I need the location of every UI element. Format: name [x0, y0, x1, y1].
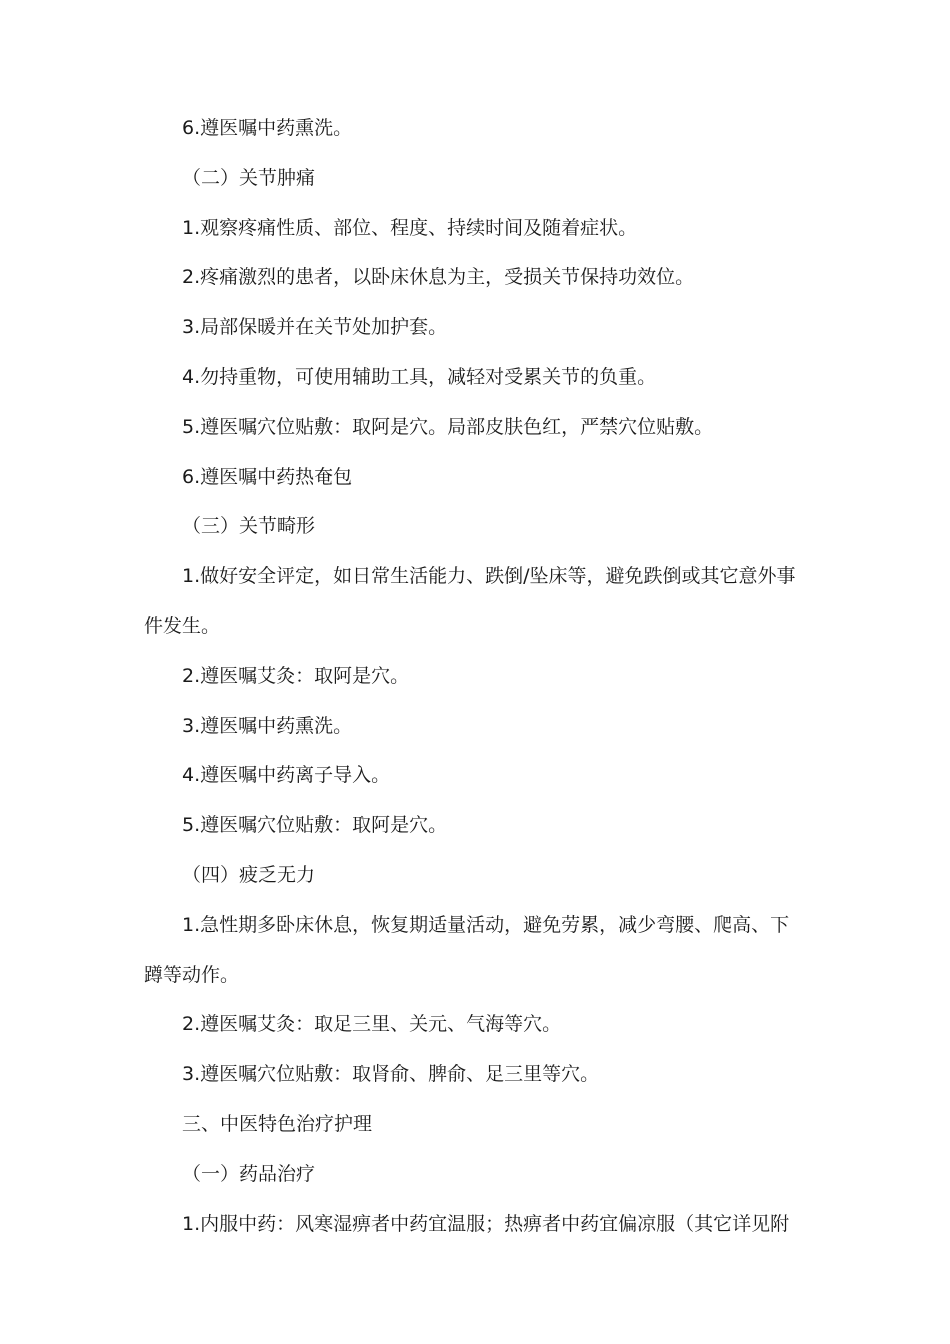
- item-moxibustion-points: 2.遵医嘱艾灸：取足三里、关元、气海等穴。: [182, 1013, 562, 1036]
- item-acupoint-application: 5.遵医嘱穴位贴敷：取阿是穴。局部皮肤色红，严禁穴位贴敷。: [182, 415, 714, 438]
- item-bed-rest-line1: 1.急性期多卧床休息，恢复期适量活动，避免劳累，减少弯腰、爬高、下: [182, 913, 790, 936]
- document-body: [144, 104, 814, 1249]
- heading-fatigue: （四）疲乏无力: [182, 863, 316, 886]
- heading-drug-treatment: （一）药品治疗: [182, 1162, 316, 1185]
- item-moxibustion-ashi: 2.遵医嘱艾灸：取阿是穴。: [182, 664, 410, 687]
- item-herbal-fumigation-2: 3.遵医嘱中药熏洗。: [182, 714, 353, 737]
- item-bed-rest-line2: 蹲等动作。: [144, 963, 240, 986]
- item-local-warmth: 3.局部保暖并在关节处加护套。: [182, 316, 448, 339]
- item-severe-pain-rest: 2.疼痛激烈的患者，以卧床休息为主，受损关节保持功效位。: [182, 266, 695, 289]
- item-hot-compress: 6.遵医嘱中药热奄包: [182, 465, 353, 488]
- item-oral-herbal-medicine: 1.内服中药：风寒湿痹者中药宜温服；热痹者中药宜偏凉服（其它详见附: [182, 1212, 790, 1235]
- heading-joint-deformity: （三）关节畸形: [182, 515, 316, 538]
- item-safety-assessment: [144, 552, 814, 652]
- heading-joint-swelling-pain: （二）关节肿痛: [182, 166, 316, 189]
- item-herbal-fumigation: 6.遵医嘱中药熏洗。: [182, 117, 353, 139]
- item-iontophoresis: 4.遵医嘱中药离子导入。: [182, 764, 391, 787]
- item-bed-rest: [144, 901, 814, 1001]
- item-safety-assessment-line1: 1.做好安全评定，如日常生活能力、跌倒/坠床等，避免跌倒或其它意外事: [182, 565, 796, 588]
- item-observe-pain: 1.观察疼痛性质、部位、程度、持续时间及随着症状。: [182, 216, 638, 239]
- item-acupoint-application-2: 5.遵医嘱穴位贴敷：取阿是穴。: [182, 814, 448, 837]
- heading-tcm-treatment-nursing: 三、中医特色治疗护理: [182, 1112, 373, 1135]
- item-safety-assessment-line2: 件发生。: [144, 614, 221, 637]
- item-acupoint-application-3: 3.遵医嘱穴位贴敷：取肾俞、脾俞、足三里等穴。: [182, 1063, 600, 1086]
- item-avoid-heavy-objects: 4.勿持重物，可使用辅助工具，减轻对受累关节的负重。: [182, 365, 657, 388]
